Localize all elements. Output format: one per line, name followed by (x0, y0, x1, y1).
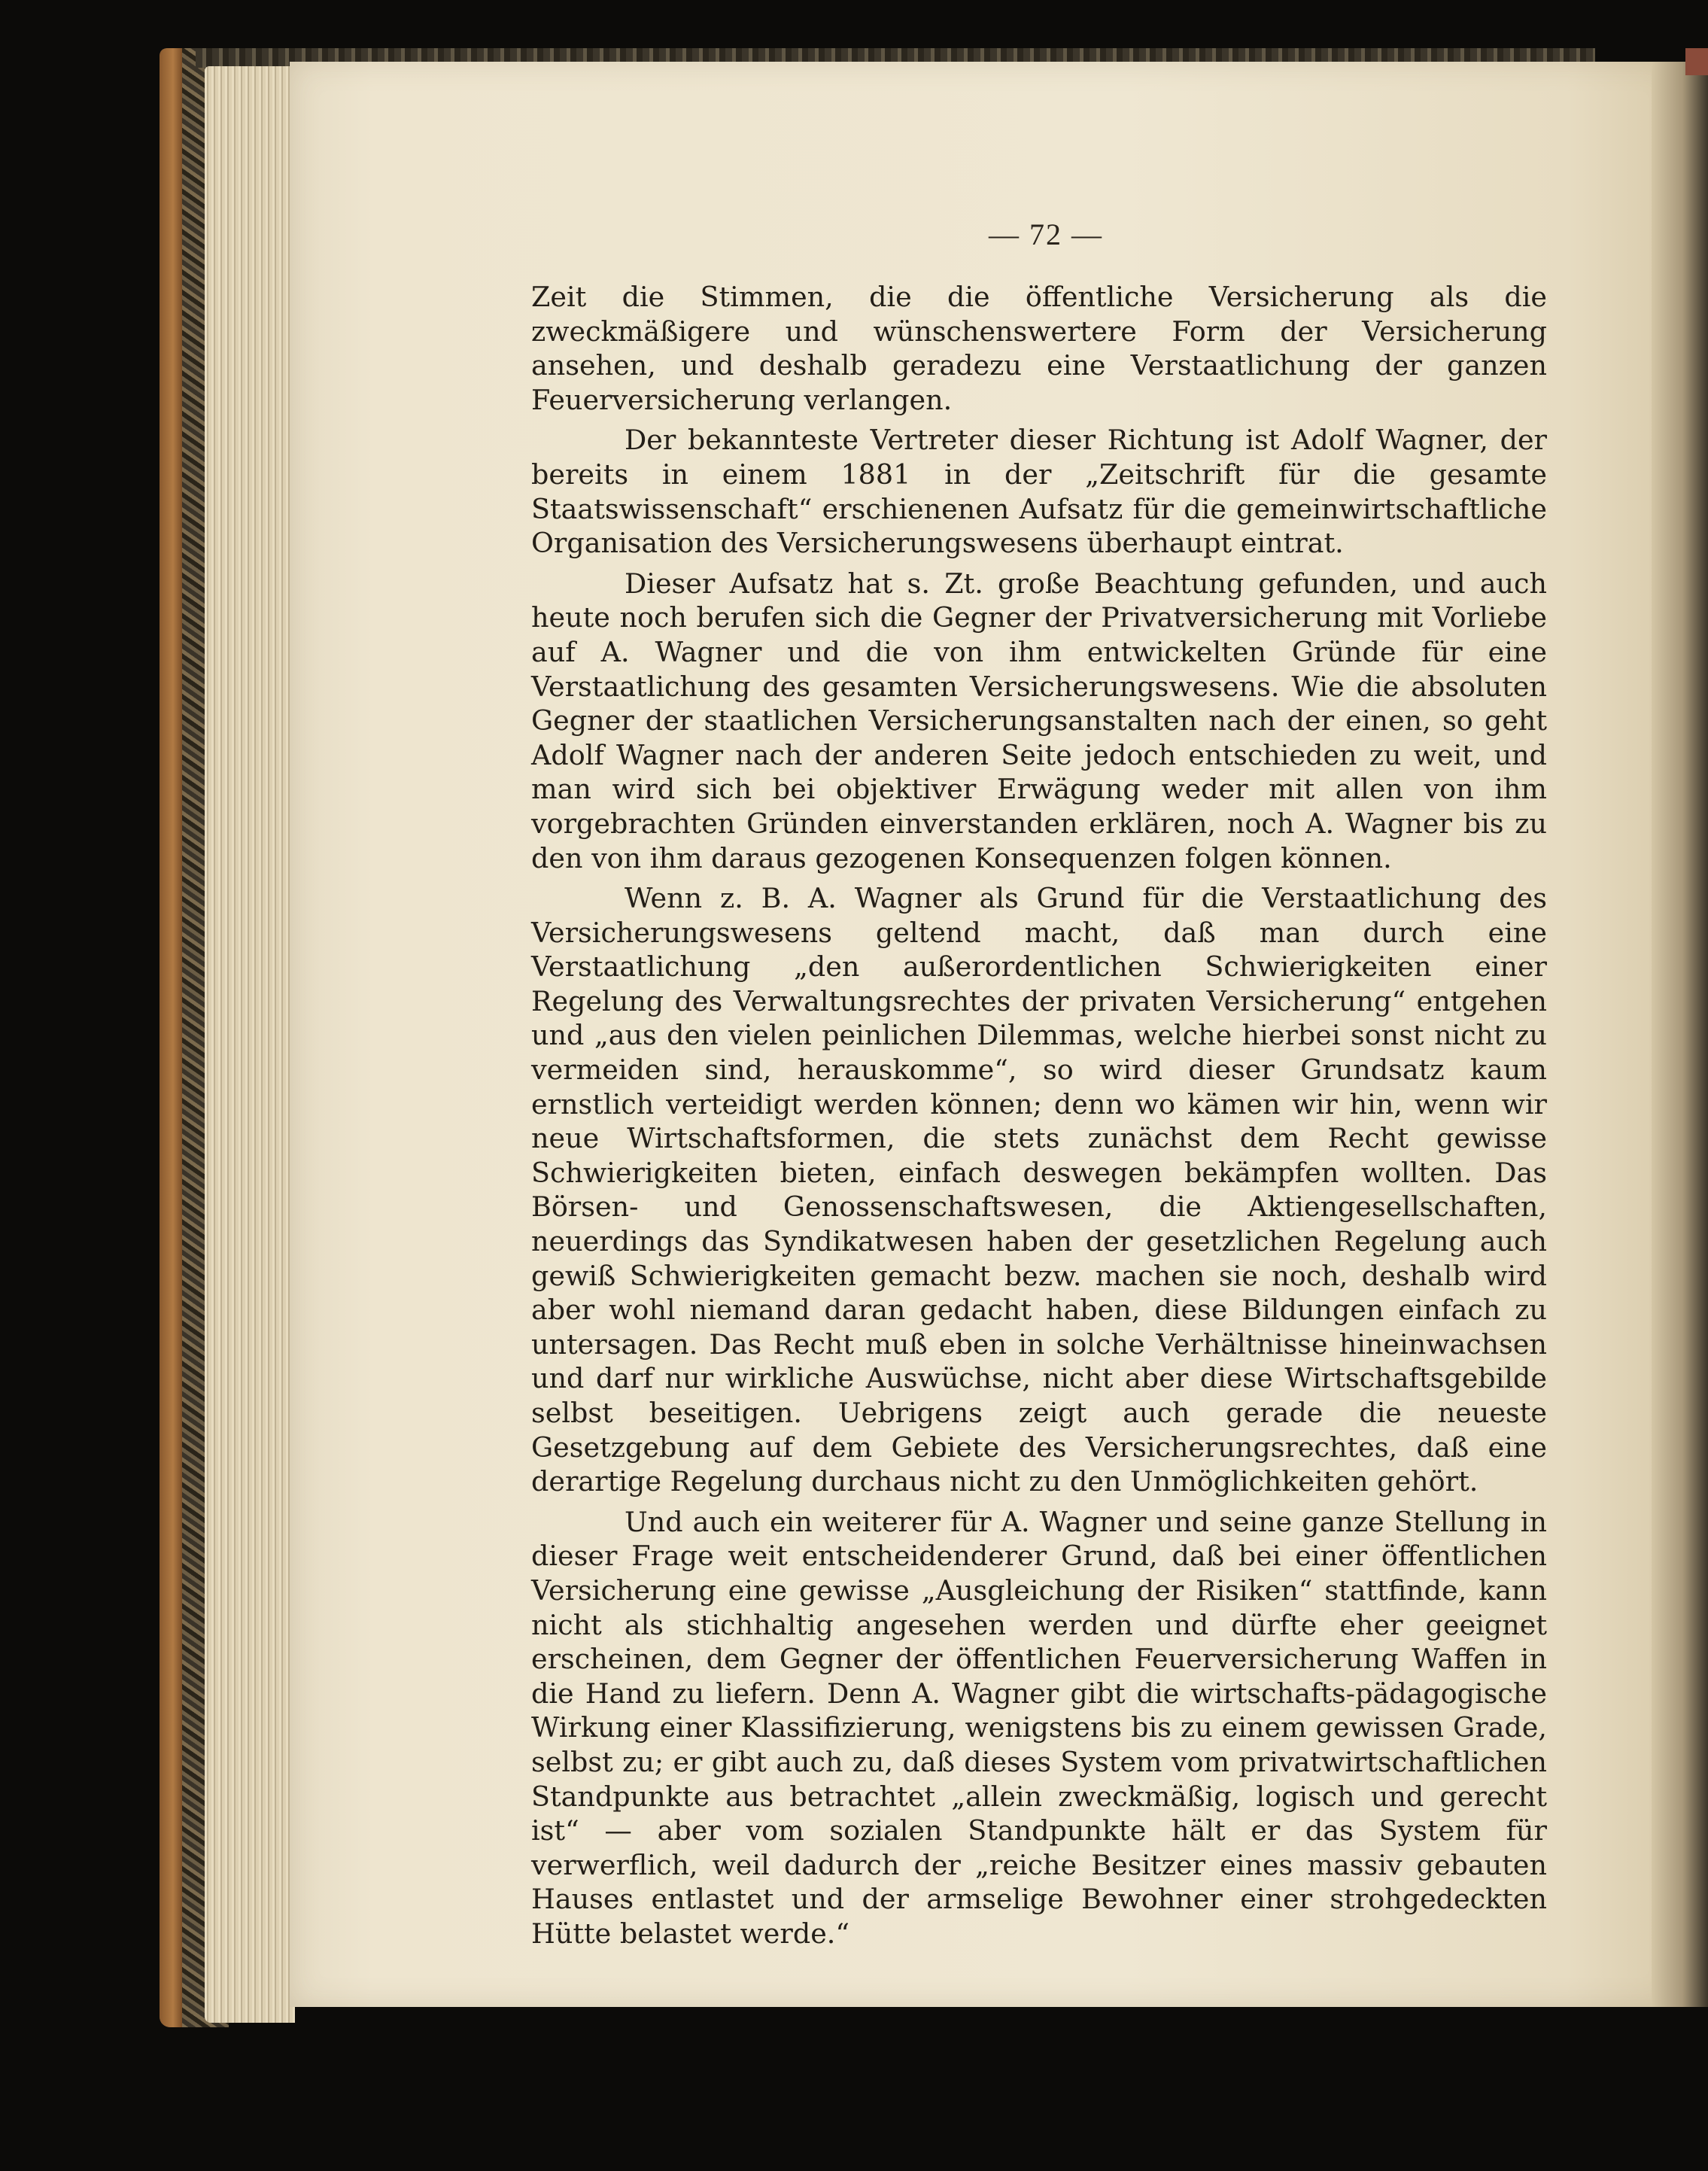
cover-edge (160, 48, 182, 2027)
paragraph: Dieser Aufsatz hat s. Zt. große Beachtung gefunden, und auch heute noch berufen sich die Gegner der Privatversicherung mit Vorliebe auf A. Wagner und die von ihm entwickelten Gründe für eine Verstaatlichung des gesamten Versicherungswesens. Wie die absoluten Gegner der staatlichen Versicherungsanstalten nach der einen, so geht Adolf Wagner nach der anderen Seite jedoch entschieden zu weit, und man wird sich bei objektiver Erwägung weder mit allen von ihm vorgebrachten Gründen einverstanden erklären, noch A. Wagner bis zu den von ihm daraus gezogenen Konsequenzen folgen können. (531, 567, 1547, 874)
page-gutter (1652, 62, 1708, 2007)
paragraph: Wenn z. B. A. Wagner als Grund für die Verstaatlichung des Versicherungswesens geltend macht, daß man durch eine Verstaatlichung „den außerordentlichen Schwierigkeiten einer Regelung des Verwaltungsrechtes der privaten Versicherung“ entgehen und „aus den vielen peinlichen Dilemmas, welche hierbei sonst nicht zu vermeiden sind, herauskomme“, so wird dieser Grundsatz kaum ernstlich verteidigt werden können; denn wo kämen wir hin, wenn wir neue Wirtschaftsformen, die stets zunächst dem Recht gewisse Schwierigkeiten bieten, einfach deswegen bekämpfen wollten. Das Börsen- und Genossenschaftswesen, die Aktiengesellschaften, neuerdings das Syndikatwesen haben der gesetzlichen Regelung auch gewiß Schwierigkeiten gemacht bezw. machen sie noch, deshalb wird aber wohl niemand daran gedacht haben, diese Bildungen einfach zu untersagen. Das Recht muß eben in solche Verhältnisse hineinwachsen und darf nur wirkliche Auswüchse, nicht aber diese Wirtschaftsgebilde selbst beseitigen. Uebrigens zeigt auch gerade die neueste Gesetzgebung auf dem Gebiete des Versicherungsrechtes, daß eine derartige Regelung durchaus nicht zu den Unmöglichkeiten gehört. (531, 882, 1547, 1498)
page-edges (205, 66, 295, 2023)
paragraph: Und auch ein weiterer für A. Wagner und seine ganze Stellung in dieser Frage weit entscheidenderer Grund, daß bei einer öffentlichen Versicherung eine gewisse „Ausgleichung der Risiken“ stattfinde, kann nicht als stichhaltig angesehen werden und dürfte eher geeignet erscheinen, dem Gegner der öffentlichen Feuerversicherung Waffen in die Hand zu liefern. Denn A. Wagner gibt die wirtschafts-pädagogische Wirkung einer Klassifizierung, wenigstens bis zu einem gewissen Grade, selbst zu; er gibt auch zu, daß dieses System vom privatwirtschaftlichen Standpunkte aus betrachtet „allein zweckmäßig, logisch und gerecht ist“ — aber vom sozialen Standpunkte hält er das System für verwerflich, weil dadurch der „reiche Besitzer eines massiv gebauten Hauses entlastet und der armselige Bewohner einer strohgedeckten Hütte belastet werde.“ (531, 1505, 1547, 1950)
page-number: — 72 — (989, 217, 1103, 251)
bookmark-ribbon (1685, 48, 1708, 75)
body-text (531, 280, 1547, 1957)
paragraph: Zeit die Stimmen, die die öffentliche Versicherung als die zweckmäßigere und wünschenswertere Form der Versicherung ansehen, und deshalb geradezu eine Verstaatlichung der ganzen Feuerversicherung verlangen. (531, 281, 1547, 416)
paragraph: Der bekannteste Vertreter dieser Richtung ist Adolf Wagner, der bereits in einem 1881 in der „Zeitschrift für die gesamte Staatswissenschaft“ erschienenen Aufsatz für die gemeinwirtschaftliche Organisation des Versicherungswesens überhaupt eintrat. (531, 424, 1547, 560)
